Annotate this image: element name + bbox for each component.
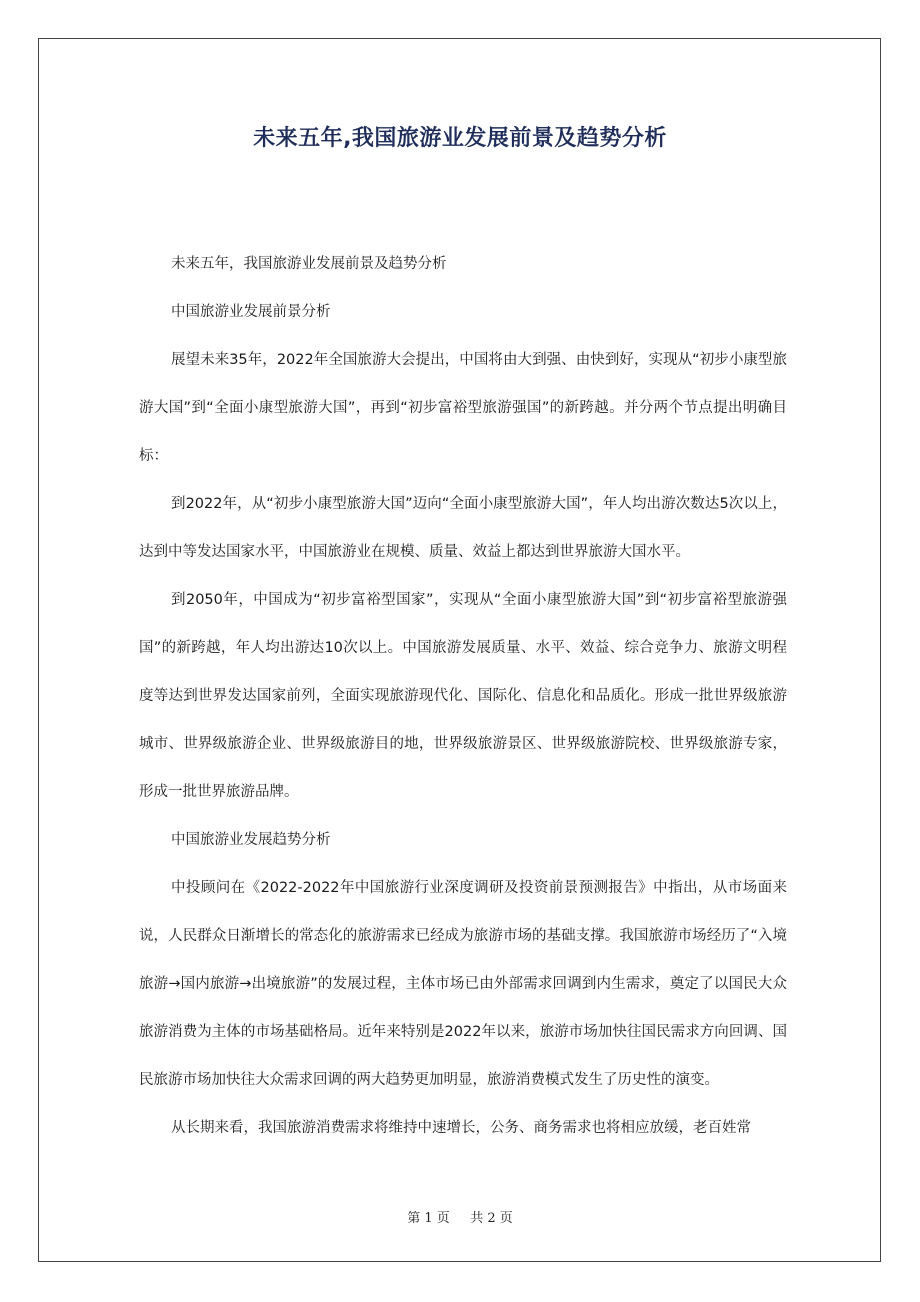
section-heading-trends: 中国旅游业发展趋势分析 xyxy=(171,832,331,848)
paragraph-long-term: 从长期来看，我国旅游消费需求将维持中速增长，公务、商务需求也将相应放缓，老百姓常 xyxy=(171,1120,751,1136)
page-footer xyxy=(0,1207,920,1226)
paragraph-2022-goal: 到2022年，从“初步小康型旅游大国”迈向“全面小康型旅游大国”，年人均出游次数达5次以上，达到中等发达国家水平，中国旅游业在规模、质量、效益上都达到世界旅游大国水平。 xyxy=(139,496,787,560)
paragraph-subtitle: 未来五年，我国旅游业发展前景及趋势分析 xyxy=(171,256,447,272)
document-body xyxy=(139,240,787,1152)
page-number: 第 1 页 xyxy=(407,1211,450,1226)
page-total: 共 2 页 xyxy=(470,1211,513,1226)
paragraph-market-analysis: 中投顾问在《2022-2022年中国旅游行业深度调研及投资前景预测报告》中指出，从市场面来说，人民群众日渐增长的常态化的旅游需求已经成为旅游市场的基础支撑。我国旅游市场经历了“入境旅游→国内旅游→出境旅游”的发展过程，主体市场已由外部需求回调到内生需求，奠定了以国民大众旅游消费为主体的市场基础格局。近年来特别是2022年以来，旅游市场加快往国民需求方向回调、国民旅游市场加快往大众需求回调的两大趋势更加明显，旅游消费模式发生了历史性的演变。 xyxy=(139,880,787,1088)
document-title: 未来五年,我国旅游业发展前景及趋势分析 xyxy=(253,126,667,151)
paragraph-outlook: 展望未来35年，2022年全国旅游大会提出，中国将由大到强、由快到好，实现从“初步小康型旅游大国”到“全面小康型旅游大国”，再到“初步富裕型旅游强国”的新跨越。并分两个节点提出明确目标： xyxy=(139,352,787,464)
section-heading-prospects: 中国旅游业发展前景分析 xyxy=(171,304,331,320)
paragraph-2050-goal: 到2050年，中国成为“初步富裕型国家”，实现从“全面小康型旅游大国”到“初步富裕型旅游强国”的新跨越，年人均出游达10次以上。中国旅游发展质量、水平、效益、综合竞争力、旅游文明程度等达到世界发达国家前列，全面实现旅游现代化、国际化、信息化和品质化。形成一批世界级旅游城市、世界级旅游企业、世界级旅游目的地，世界级旅游景区、世界级旅游院校、世界级旅游专家，形成一批世界旅游品牌。 xyxy=(139,592,787,800)
